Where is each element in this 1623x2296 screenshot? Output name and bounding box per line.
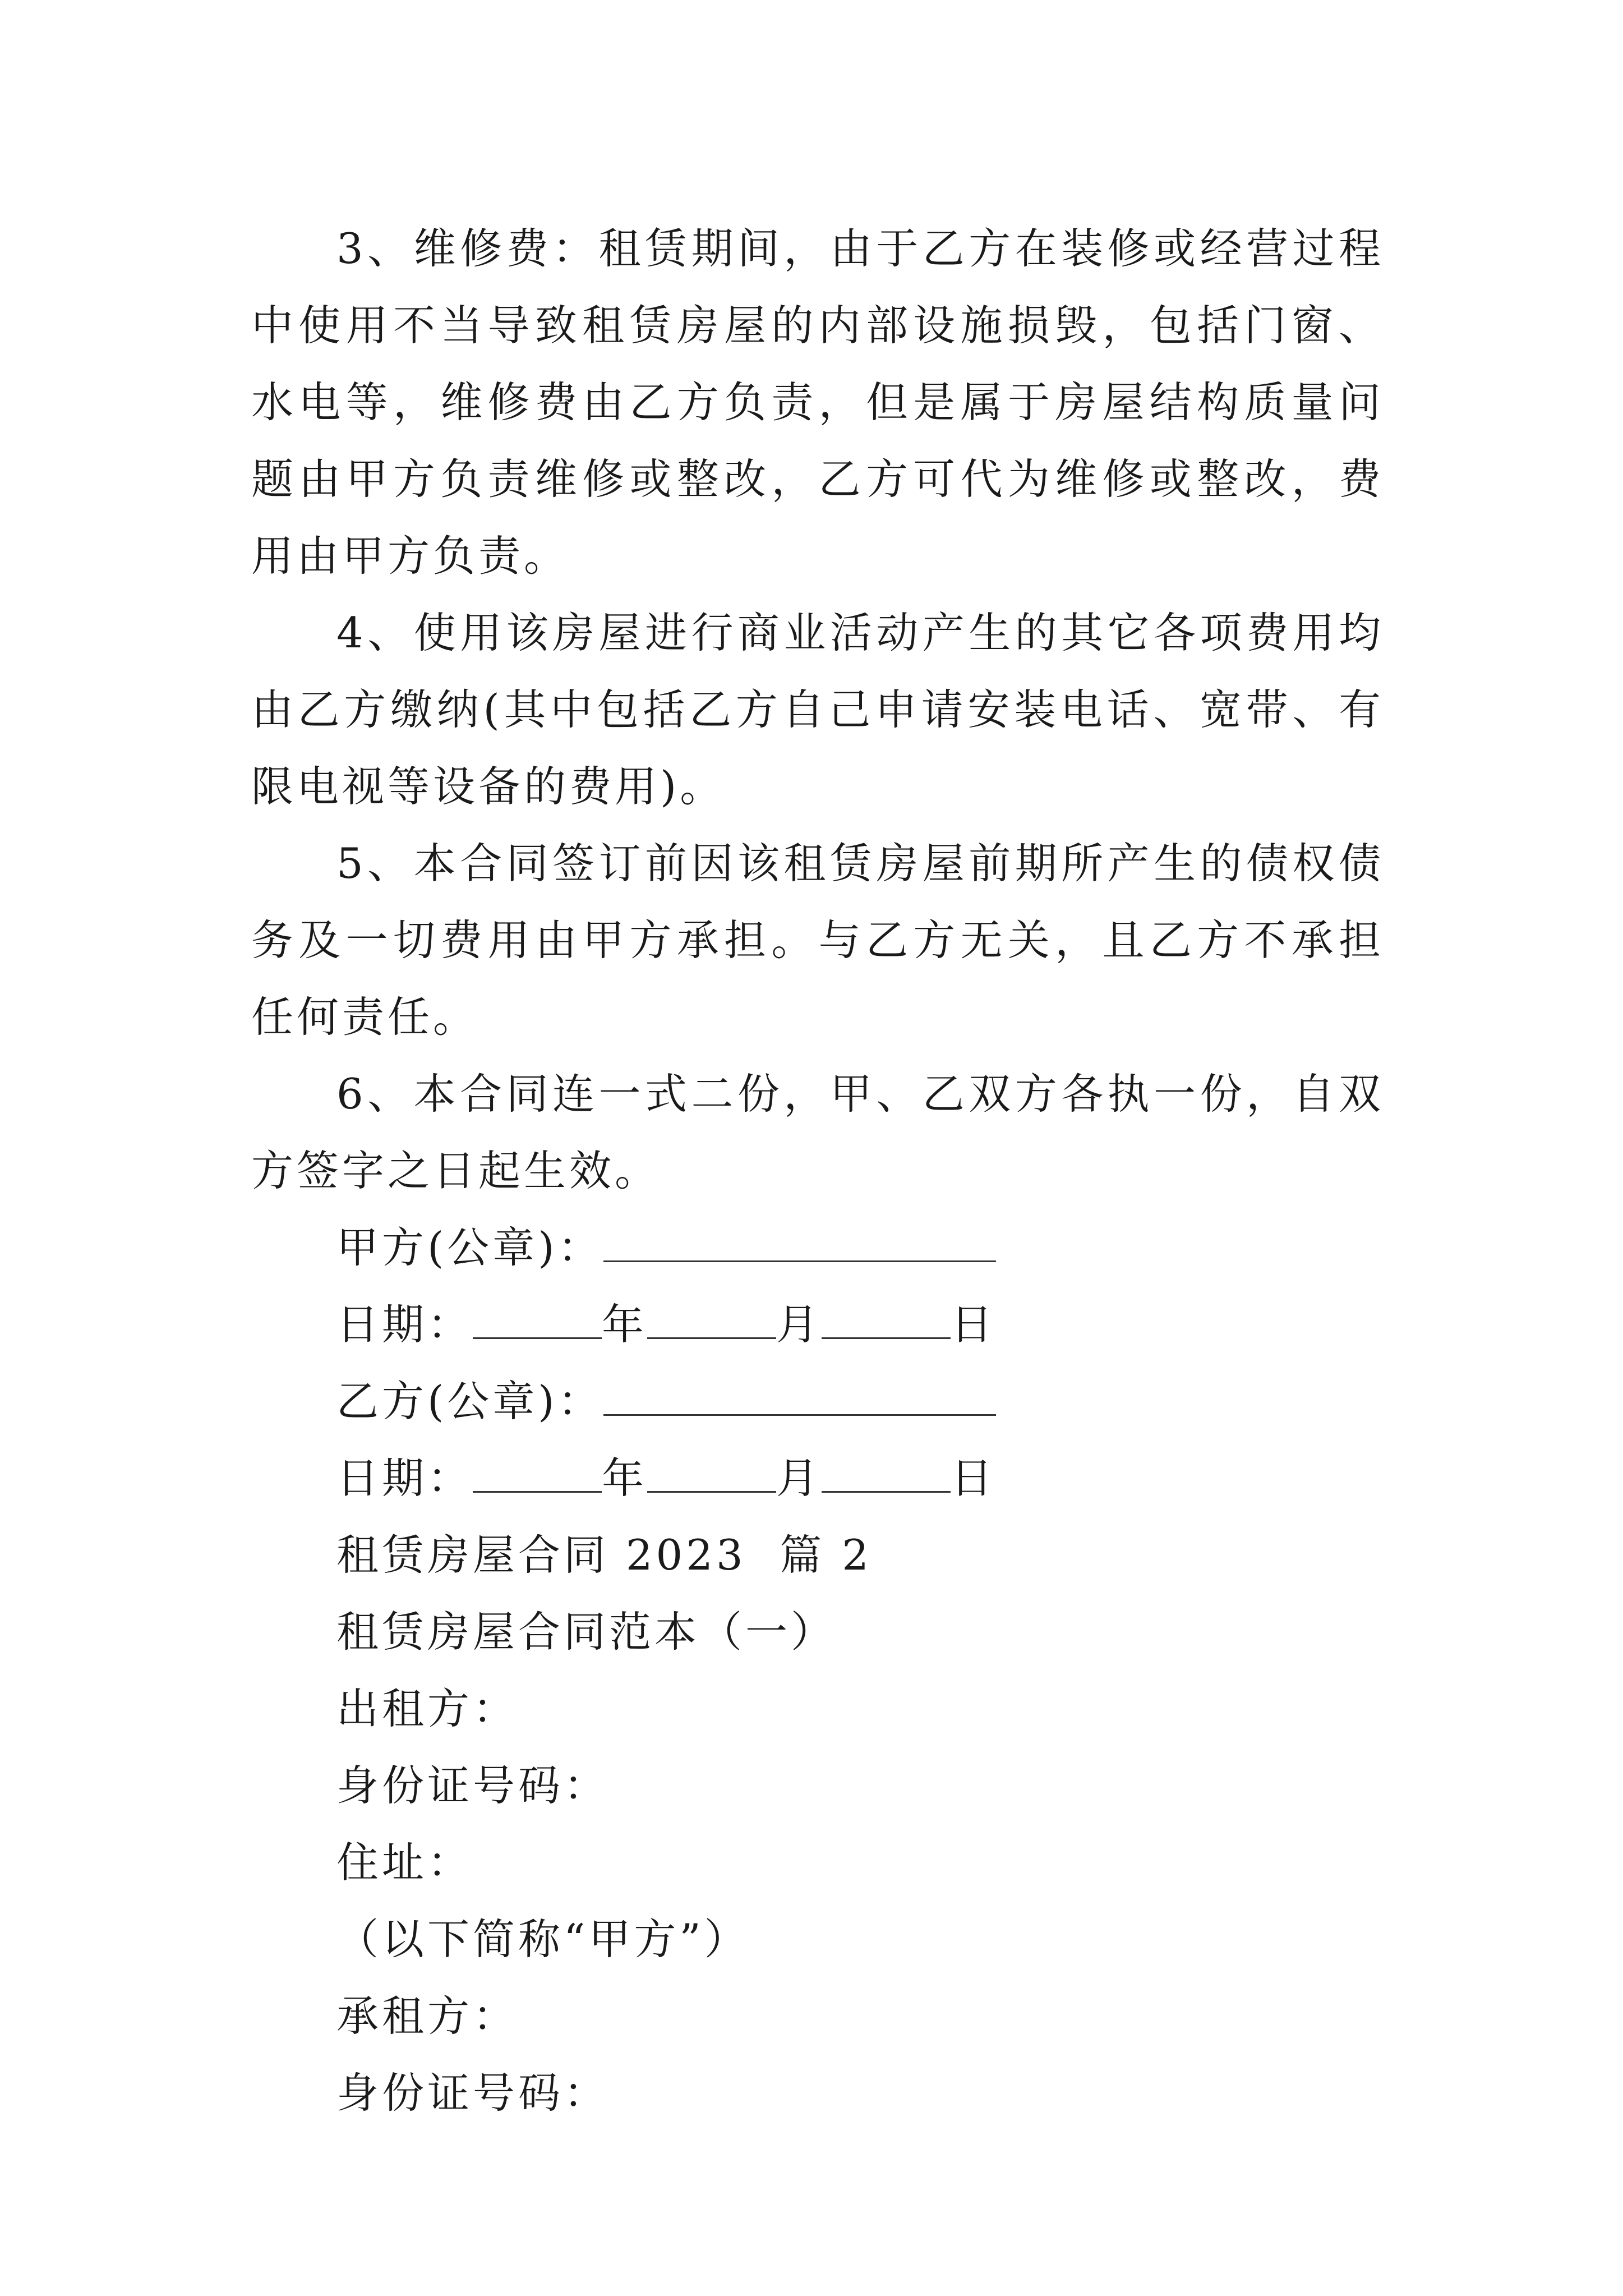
day-blank[interactable] bbox=[822, 1452, 951, 1493]
clause-6: 6、本合同连一式二份，甲、乙双方各执一份，自双方签字之日起生效。 bbox=[251, 1069, 1384, 1195]
lessor-label: 出租方： bbox=[336, 1684, 519, 1733]
day-label: 日 bbox=[951, 1300, 997, 1349]
year-label: 年 bbox=[602, 1453, 648, 1503]
month-label: 月 bbox=[776, 1300, 822, 1349]
day-label: 日 bbox=[951, 1453, 997, 1503]
lessor-id-label: 身份证号码： bbox=[336, 1761, 610, 1810]
party-b-date-line bbox=[251, 1440, 1384, 1517]
lessor-address-label: 住址： bbox=[336, 1838, 473, 1887]
year-blank[interactable] bbox=[473, 1452, 602, 1493]
section-subtitle: 租赁房屋合同范本（一） bbox=[336, 1607, 837, 1657]
date-label: 日期： bbox=[336, 1453, 473, 1503]
section-heading: 租赁房屋合同 2023 篇 2 bbox=[336, 1530, 872, 1580]
party-a-abbreviation: （以下简称“甲方”） bbox=[336, 1915, 750, 1964]
month-label: 月 bbox=[776, 1453, 822, 1503]
party-b-label: 乙方(公章)： bbox=[336, 1377, 603, 1426]
party-a-label: 甲方(公章)： bbox=[336, 1223, 603, 1272]
month-blank[interactable] bbox=[647, 1298, 776, 1339]
clause-3: 3、维修费：租赁期间，由于乙方在装修或经营过程中使用不当导致租赁房屋的内部设施损毁，包括门窗、水电等，维修费由乙方负责，但是属于房屋结构质量问题由甲方负责维修或整改，乙方可代为维修或整改，费用由甲方负责。 bbox=[251, 224, 1384, 581]
party-a-signature-blank[interactable] bbox=[603, 1221, 996, 1262]
party-a-date-line bbox=[251, 1286, 1384, 1363]
date-label: 日期： bbox=[336, 1300, 473, 1349]
year-label: 年 bbox=[602, 1300, 648, 1349]
clause-4: 4、使用该房屋进行商业活动产生的其它各项费用均由乙方缴纳(其中包括乙方自己申请安装电话、宽带、有限电视等设备的费用)。 bbox=[251, 608, 1384, 811]
day-blank[interactable] bbox=[822, 1298, 951, 1339]
year-blank[interactable] bbox=[473, 1298, 602, 1339]
party-b-signature-blank[interactable] bbox=[603, 1375, 996, 1416]
document-page bbox=[251, 210, 1384, 2132]
month-blank[interactable] bbox=[647, 1452, 776, 1493]
lessee-id-label: 身份证号码： bbox=[336, 2068, 610, 2118]
lessee-label: 承租方： bbox=[336, 1991, 519, 2041]
party-a-signature-line bbox=[251, 1209, 1384, 1286]
clause-5: 5、本合同签订前因该租赁房屋前期所产生的债权债务及一切费用由甲方承担。与乙方无关，且乙方不承担任何责任。 bbox=[251, 839, 1384, 1042]
party-b-signature-line bbox=[251, 1363, 1384, 1440]
